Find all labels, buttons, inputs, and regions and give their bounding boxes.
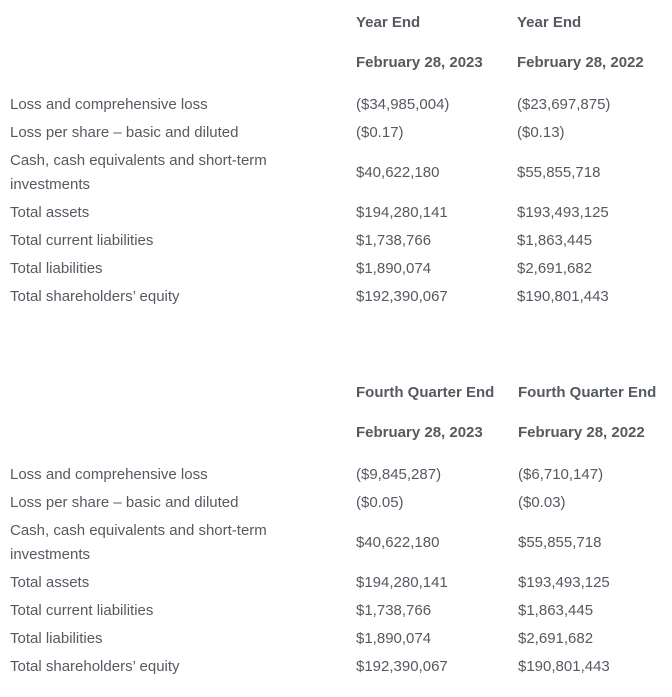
column-header-period-2023: Year End xyxy=(356,14,421,31)
row-label: Total liabilities xyxy=(10,630,103,647)
value-2022: $190,801,443 xyxy=(518,658,610,675)
table-row xyxy=(0,144,672,196)
row-label: Loss and comprehensive loss xyxy=(10,466,208,483)
row-label: Loss per share – basic and diluted xyxy=(10,494,239,511)
value-2023: $192,390,067 xyxy=(356,658,448,675)
value-2023: ($0.17) xyxy=(356,124,404,141)
fourth-quarter-table xyxy=(0,370,672,675)
value-2022: ($6,710,147) xyxy=(518,466,604,483)
value-2022: $55,855,718 xyxy=(517,164,601,181)
row-label: Total current liabilities xyxy=(10,232,154,249)
header-row-period xyxy=(0,0,672,40)
value-2023: $1,890,074 xyxy=(356,260,432,277)
value-2023: $194,280,141 xyxy=(356,574,448,591)
row-label: Total shareholders’ equity xyxy=(10,288,180,305)
table-row xyxy=(0,280,672,308)
column-header-period-2022: Fourth Quarter End xyxy=(518,384,657,401)
value-2023: $192,390,067 xyxy=(356,288,448,305)
table-row xyxy=(0,458,672,486)
row-label: Total liabilities xyxy=(10,260,103,277)
table-row xyxy=(0,88,672,116)
value-2022: $190,801,443 xyxy=(517,288,609,305)
value-2022: $55,855,718 xyxy=(518,534,602,551)
table-row xyxy=(0,650,672,678)
value-2022: $2,691,682 xyxy=(518,630,594,647)
value-2023: $194,280,141 xyxy=(356,204,448,221)
header-row-date xyxy=(0,410,672,450)
table-row xyxy=(0,486,672,514)
column-header-date-2022: February 28, 2022 xyxy=(517,54,644,71)
value-2022: ($0.13) xyxy=(517,124,565,141)
value-2023: ($0.05) xyxy=(356,494,404,511)
value-2022: $193,493,125 xyxy=(517,204,609,221)
header-row-date xyxy=(0,40,672,80)
value-2023: ($34,985,004) xyxy=(356,96,450,113)
value-2023: $1,738,766 xyxy=(356,232,432,249)
column-header-date-2023: February 28, 2023 xyxy=(356,54,483,71)
column-header-period-2023: Fourth Quarter End xyxy=(356,384,495,401)
column-header-period-2022: Year End xyxy=(517,14,582,31)
value-2023: $40,622,180 xyxy=(356,164,440,181)
table-row xyxy=(0,224,672,252)
value-2022: $1,863,445 xyxy=(518,602,594,619)
value-2022: ($23,697,875) xyxy=(517,96,611,113)
value-2022: $193,493,125 xyxy=(518,574,610,591)
value-2022: $1,863,445 xyxy=(517,232,593,249)
row-label: Loss per share – basic and diluted xyxy=(10,124,239,141)
year-end-table xyxy=(0,0,672,305)
row-label: Loss and comprehensive loss xyxy=(10,96,208,113)
value-2023: $1,890,074 xyxy=(356,630,432,647)
column-header-date-2022: February 28, 2022 xyxy=(518,424,645,441)
value-2023: ($9,845,287) xyxy=(356,466,442,483)
row-label: Total assets xyxy=(10,574,90,591)
value-2023: $40,622,180 xyxy=(356,534,440,551)
table-row xyxy=(0,594,672,622)
row-label: Total current liabilities xyxy=(10,602,154,619)
value-2022: ($0.03) xyxy=(518,494,566,511)
row-label: Cash, cash equivalents and short-term investments xyxy=(10,152,267,193)
row-label: Total shareholders’ equity xyxy=(10,658,180,675)
row-label: Total assets xyxy=(10,204,90,221)
column-header-date-2023: February 28, 2023 xyxy=(356,424,483,441)
table-row xyxy=(0,252,672,280)
header-row-period xyxy=(0,370,672,410)
table-row xyxy=(0,622,672,650)
table-row xyxy=(0,566,672,594)
row-label: Cash, cash equivalents and short-term investments xyxy=(10,522,267,563)
table-row xyxy=(0,514,672,566)
value-2022: $2,691,682 xyxy=(517,260,593,277)
table-row xyxy=(0,196,672,224)
table-row xyxy=(0,116,672,144)
value-2023: $1,738,766 xyxy=(356,602,432,619)
